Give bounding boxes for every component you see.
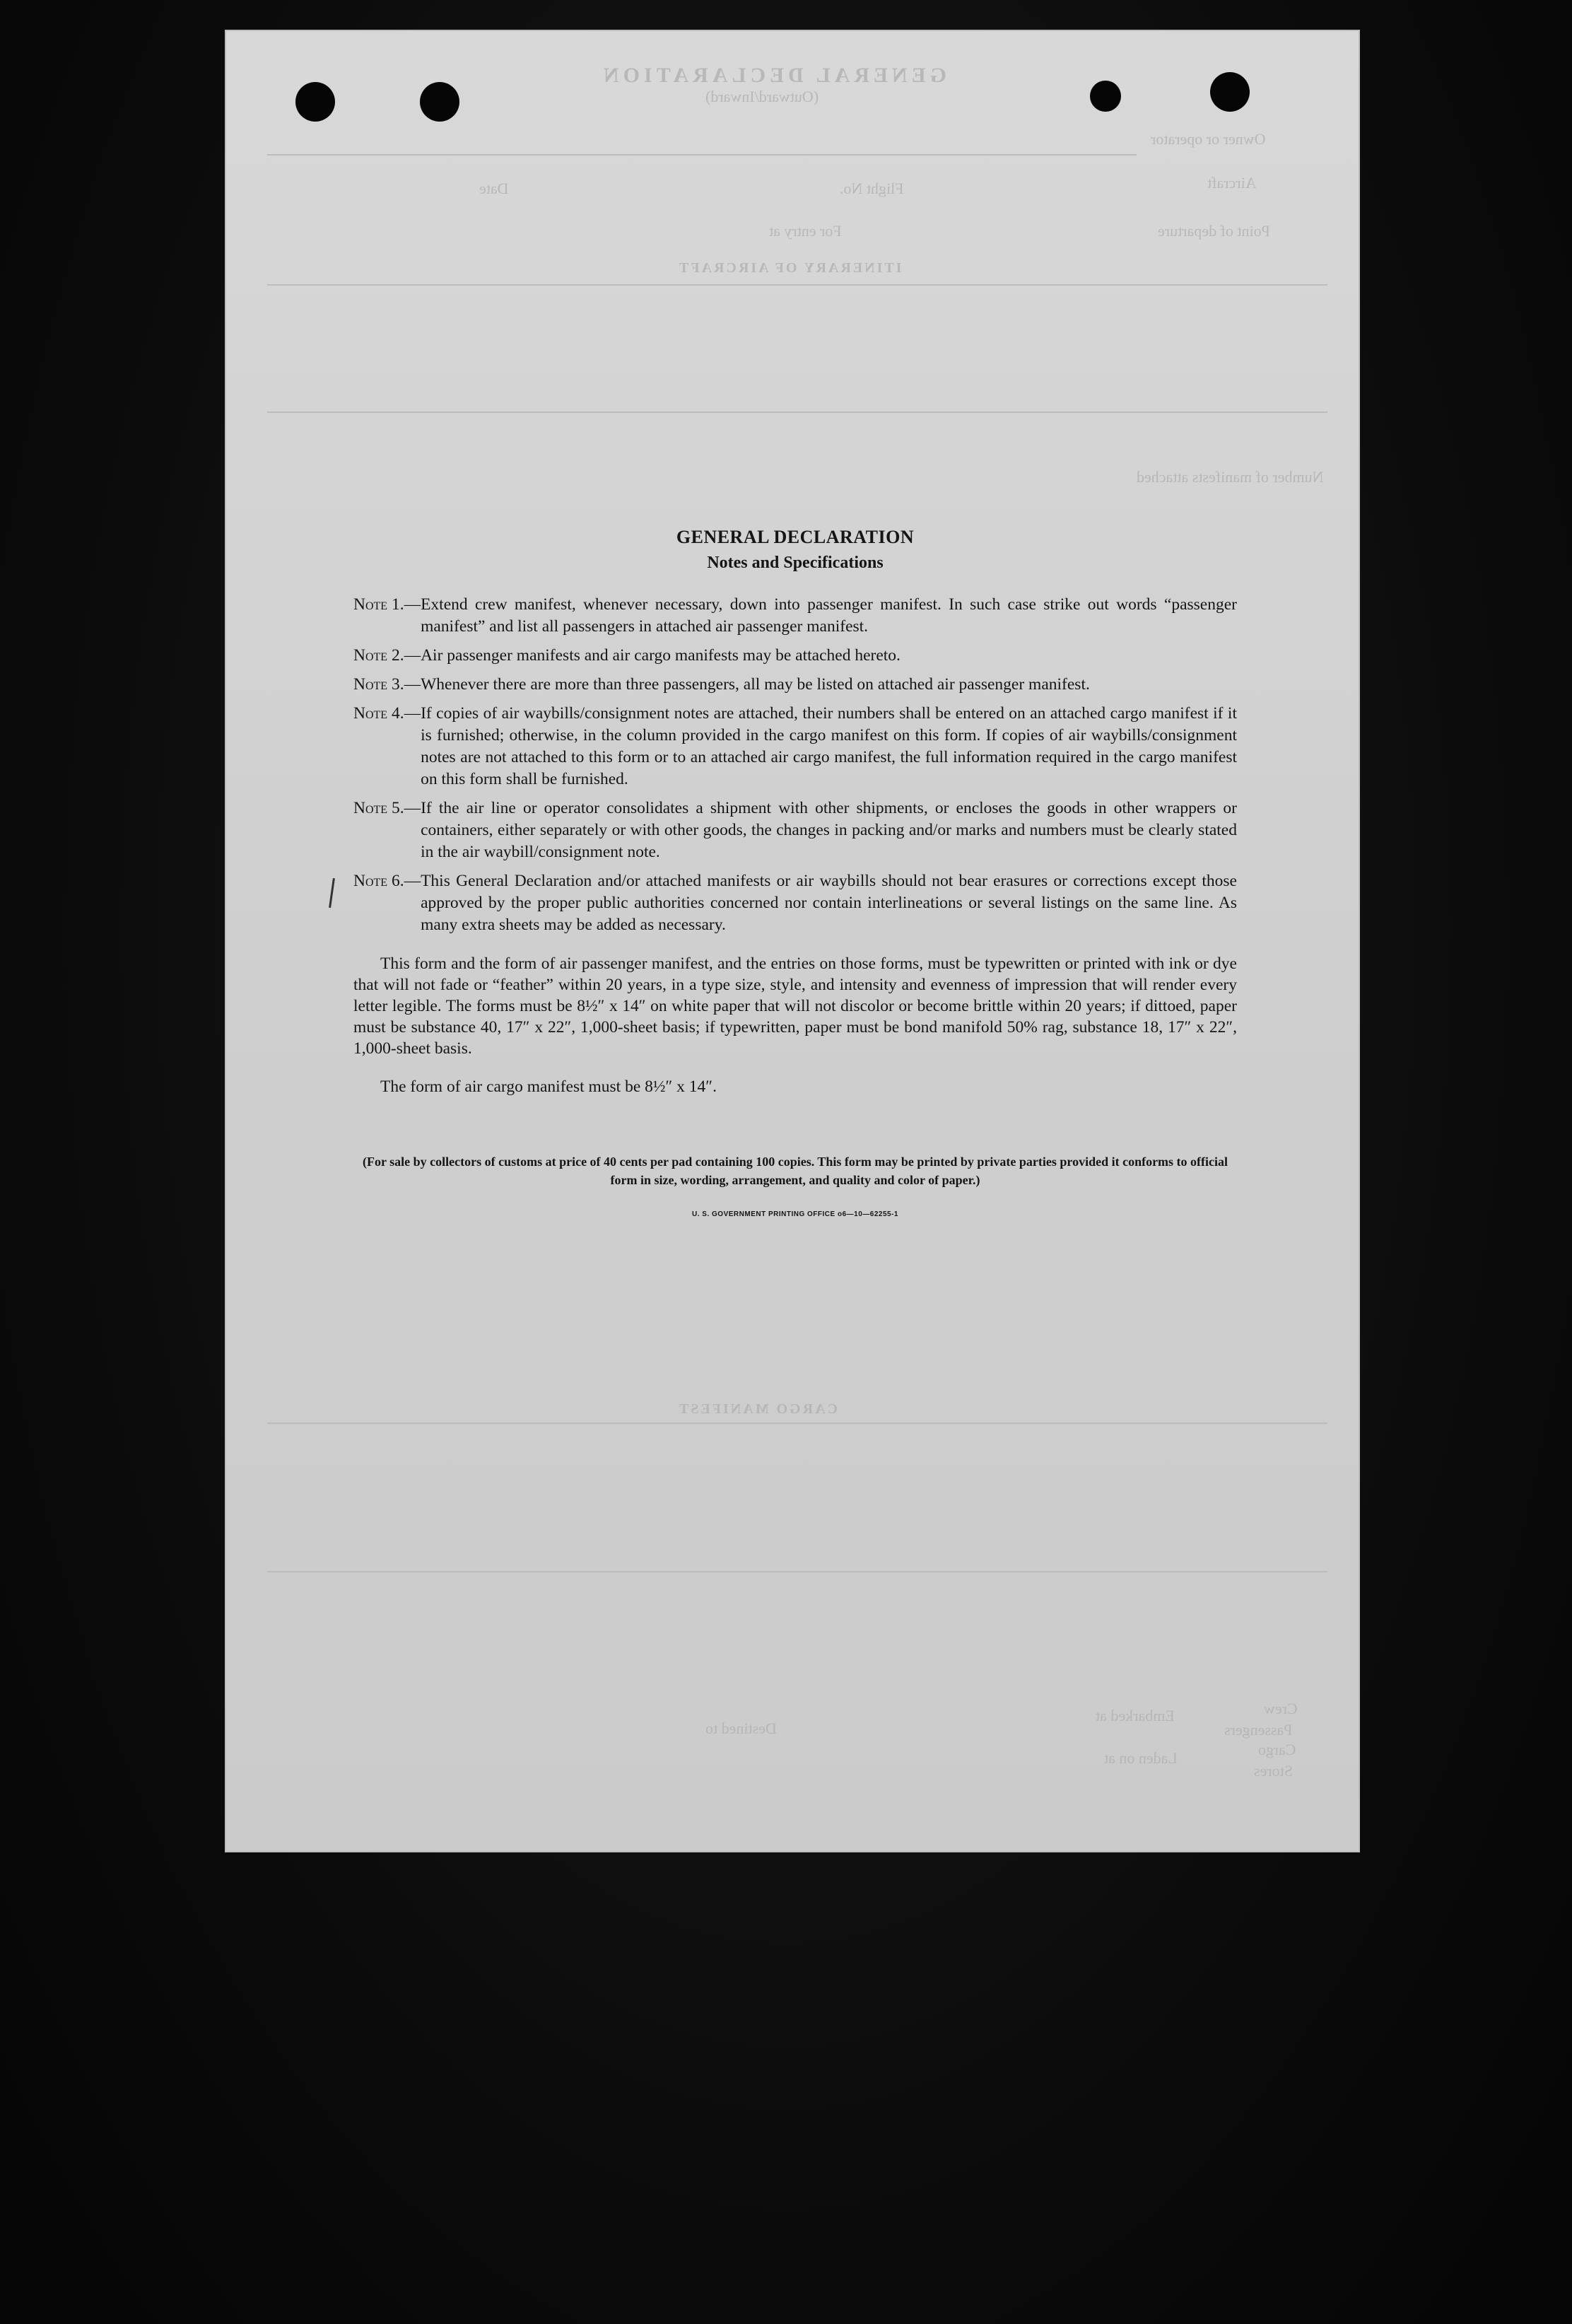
bleed-embarked: Embarked at bbox=[1096, 1707, 1175, 1724]
punch-hole-4 bbox=[1210, 72, 1250, 112]
note-4 bbox=[353, 703, 1237, 790]
bleed-owner: Owner or operator bbox=[1151, 130, 1266, 148]
note-6 bbox=[353, 870, 1237, 936]
bleed-departure: Point of departure bbox=[1158, 222, 1270, 240]
note-label: Note 6.— bbox=[353, 872, 421, 890]
note-text: Extend crew manifest, whenever necessary, down into passenger manifest. In such case strike out words “passenger manifest” and list all passengers in attached air passenger manifest. bbox=[421, 595, 1237, 636]
note-text: This General Declaration and/or attached manifests or air waybills should not bear erasures or corrections except those approved by the proper public authorities concerned nor contain interlineations or several listings on the same line. As many extra sheets may be added as necessary. bbox=[421, 872, 1237, 934]
note-label: Note 4.— bbox=[353, 704, 421, 723]
bleed-aircraft: Aircraft bbox=[1207, 174, 1257, 192]
page-subtitle: Notes and Specifications bbox=[707, 554, 884, 572]
pen-mark bbox=[329, 878, 335, 908]
bleed-cargo-manifest: CARGO MANIFEST bbox=[677, 1401, 838, 1417]
bleed-stores: Stores bbox=[1254, 1762, 1293, 1780]
note-label: Note 3.— bbox=[353, 675, 421, 694]
printing-office-imprint: U. S. GOVERNMENT PRINTING OFFICE o6—10—62255-1 bbox=[692, 1210, 898, 1218]
note-text: If copies of air waybills/consignment notes are attached, their numbers shall be entered on an attached cargo manifest if it is furnished; otherwise, in the column provided in the cargo manifest on this form. If copies of air waybills/consignment notes are not attached to this form or to an attached air cargo manifest, the full information required in the cargo manifest on this form shall be furnished. bbox=[421, 704, 1237, 788]
bleed-date: Date bbox=[479, 180, 509, 197]
note-1 bbox=[353, 594, 1237, 638]
bleed-cargo-bottom bbox=[267, 1571, 1327, 1572]
punch-hole-3 bbox=[1090, 81, 1121, 112]
bleed-entry: For entry at bbox=[769, 222, 842, 240]
bleed-heading: GENERAL DECLARATION bbox=[599, 64, 947, 87]
specifications-paragraph: This form and the form of air passenger manifest, and the entries on those forms, must be typewritten or printed with ink or dye that will not fade or “feather” within 20 years, in a type size, style, and intensity and evenness of impression that will render every letter legible. The forms must be 8½″ x 14″ on white paper that will not discolor or become brittle within 20 years; if dittoed, paper must be substance 40, 17″ x 22″, 1,000-sheet basis; if typewritten, paper must be bond manifold 50% rag, substance 18, 17″ x 22″, 1,000-sheet basis. bbox=[353, 954, 1237, 1058]
bleed-itinerary: ITINERARY OF AIRCRAFT bbox=[677, 260, 902, 276]
bleed-table-top bbox=[267, 284, 1327, 286]
bleed-cargo-top bbox=[267, 1423, 1327, 1424]
bleed-destined: Destined to bbox=[705, 1719, 777, 1737]
bleed-cargo: Cargo bbox=[1258, 1741, 1296, 1758]
notes-section bbox=[353, 527, 1237, 1218]
note-label: Note 2.— bbox=[353, 646, 421, 665]
bleed-heading-sub: (Outward/Inward) bbox=[705, 88, 819, 105]
note-text: If the air line or operator consolidates a shipment with other shipments, or encloses the goods in other wrappers or containers, either separately or with other goods, the changes in packing and/or marks and numbers must be clearly stated in the air waybill/consignment note. bbox=[421, 799, 1237, 861]
note-label: Note 5.— bbox=[353, 799, 421, 817]
sale-notice: (For sale by collectors of customs at price of 40 cents per pad containing 100 copies. This form may be printed by private parties provided it conforms to official form in size, wording, arrangement, and quality and color of paper.) bbox=[362, 1154, 1228, 1187]
cargo-manifest-size: The form of air cargo manifest must be 8½″ x 14″. bbox=[380, 1077, 717, 1096]
note-label: Note 1.— bbox=[353, 595, 421, 614]
bleed-flight: Flight No. bbox=[840, 180, 904, 197]
note-text: Air passenger manifests and air cargo manifests may be attached hereto. bbox=[421, 646, 901, 665]
bleed-crew: Crew bbox=[1264, 1700, 1298, 1717]
bleed-laden: Laden on at bbox=[1104, 1749, 1178, 1767]
bleed-manifests: Number of manifests attached bbox=[1137, 468, 1324, 486]
bleed-passengers: Passengers bbox=[1224, 1721, 1293, 1739]
note-2 bbox=[353, 645, 1237, 667]
bleed-table-bottom bbox=[267, 411, 1327, 413]
note-3 bbox=[353, 674, 1237, 696]
bleed-rule bbox=[267, 154, 1137, 156]
punch-hole-1 bbox=[295, 82, 335, 122]
punch-hole-2 bbox=[420, 82, 459, 122]
note-text: Whenever there are more than three passengers, all may be listed on attached air passenger manifest. bbox=[421, 675, 1090, 694]
page-title: GENERAL DECLARATION bbox=[676, 527, 915, 547]
note-5 bbox=[353, 798, 1237, 863]
